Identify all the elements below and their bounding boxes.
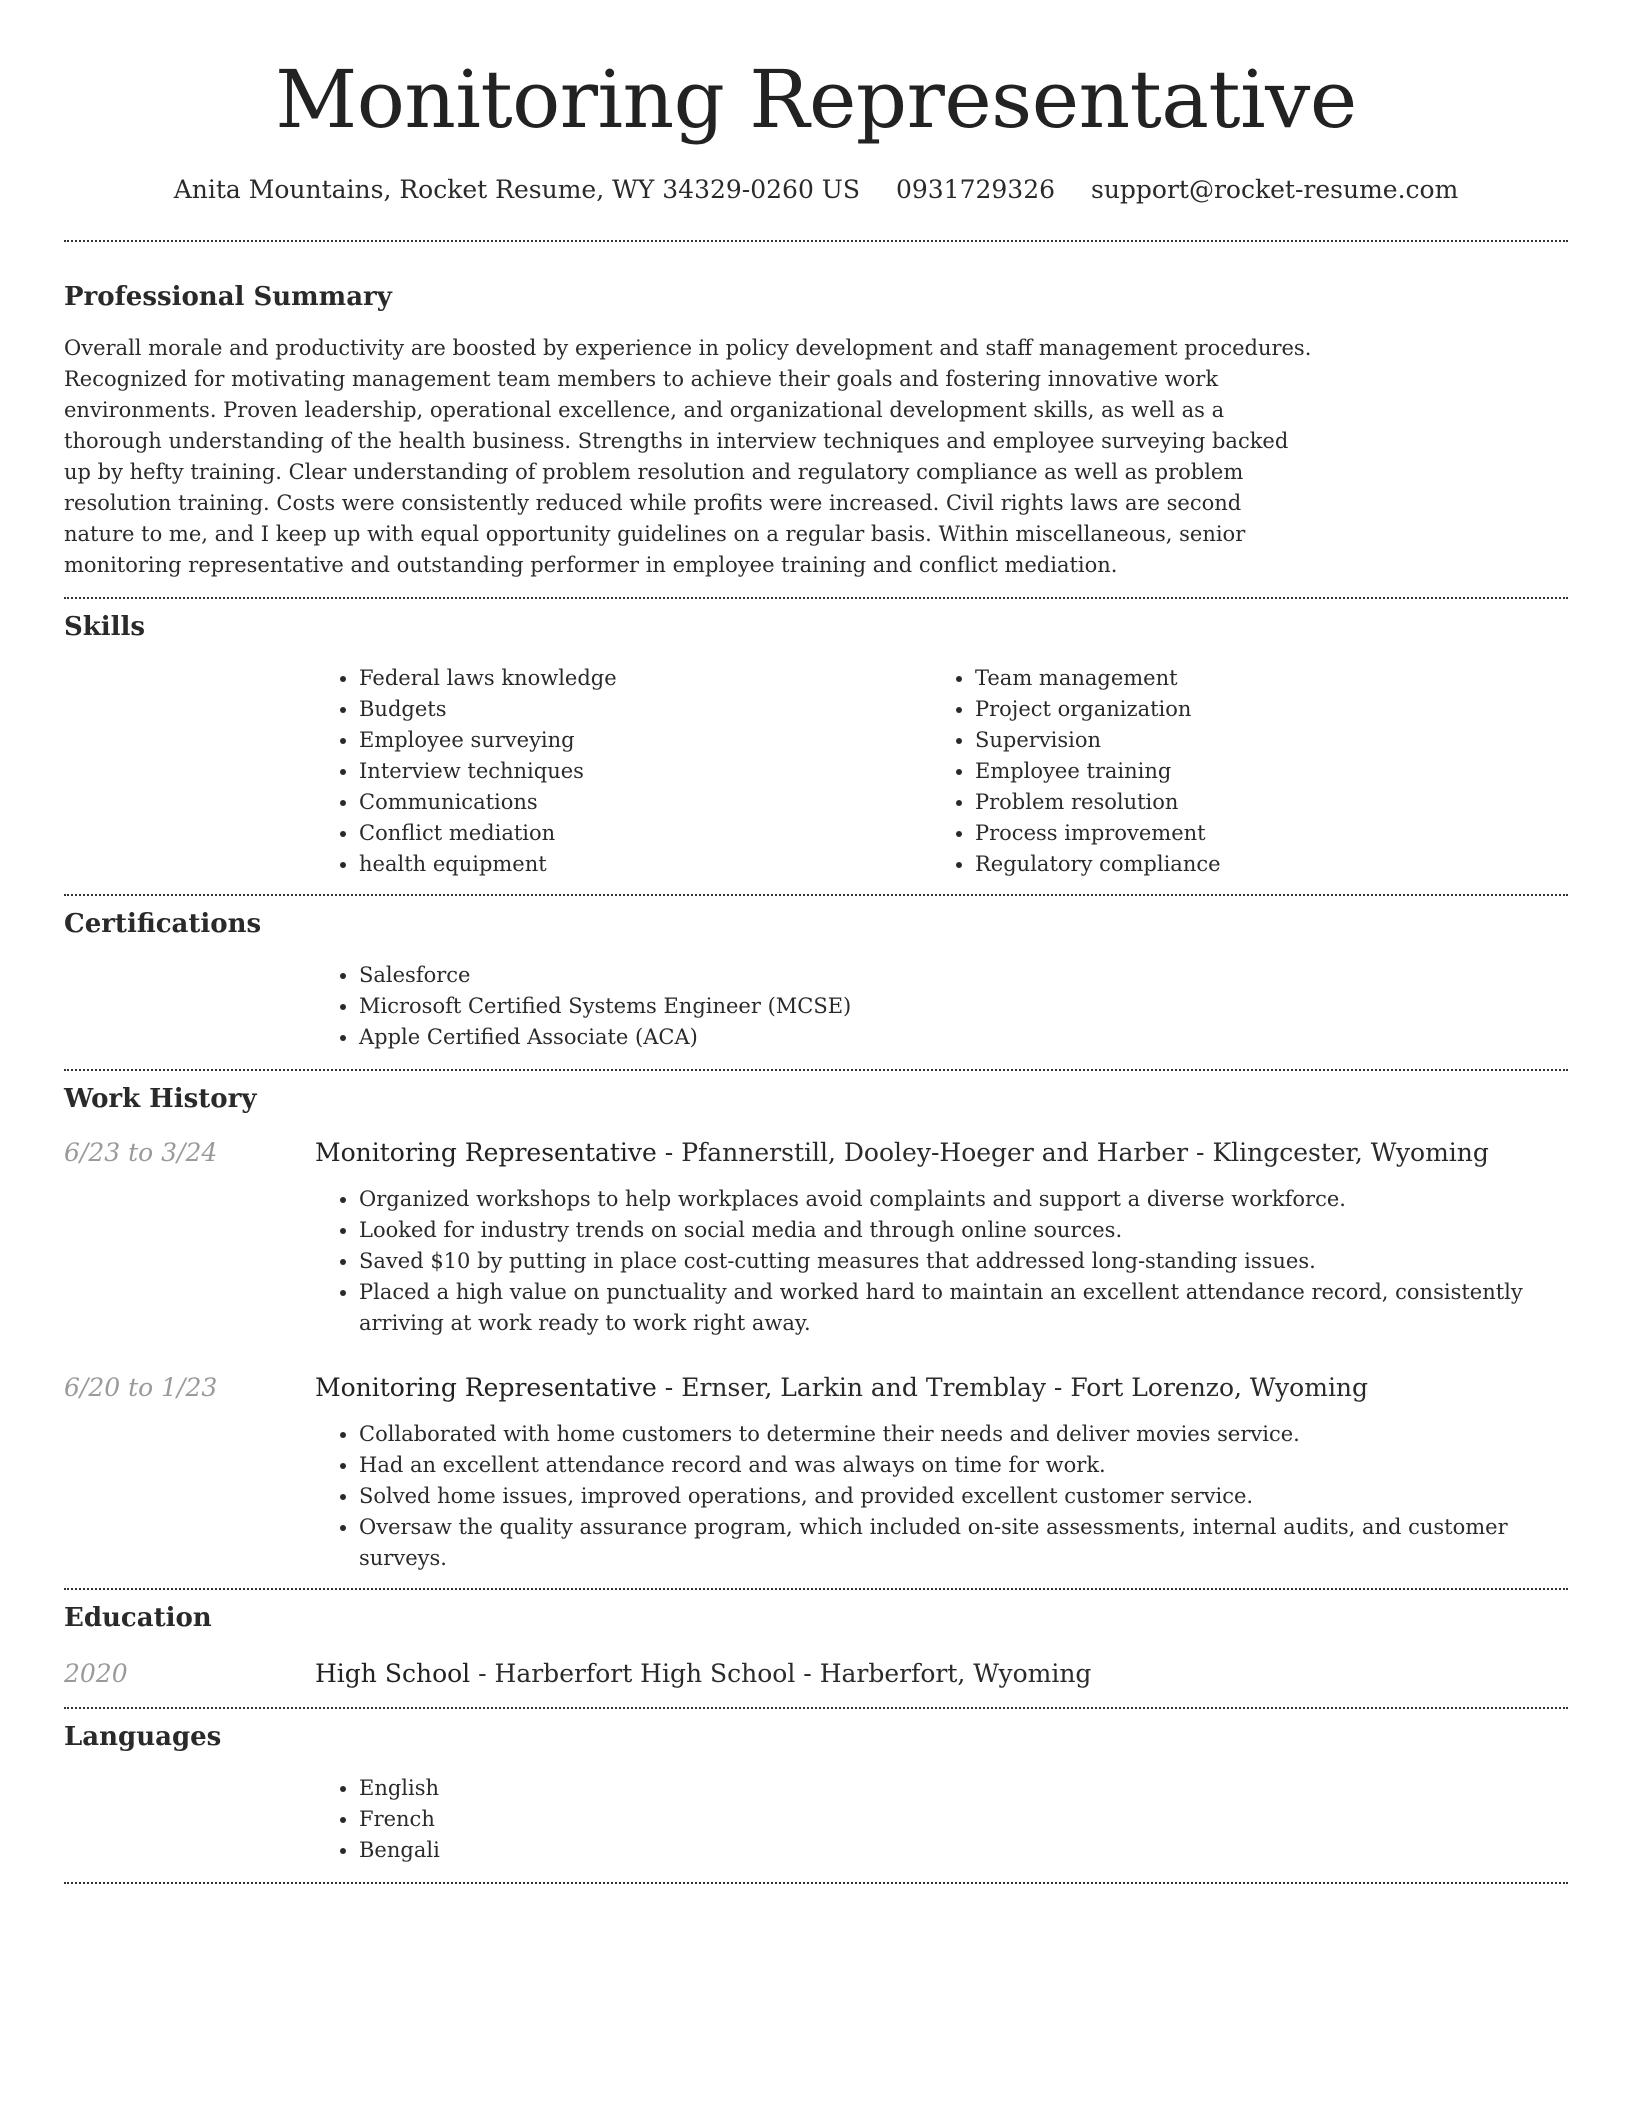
skill-item: • Conflict mediation [359, 818, 931, 849]
job-entry [64, 1371, 1568, 1574]
skill-item: • health equipment [359, 849, 931, 880]
education-school: - Harberfort High School - Harberfort, Wyoming [470, 1659, 1092, 1688]
job-bullet: • Placed a high value on punctuality and worked hard to maintain an excellent attendance record, consistently arriving at work ready to work right away. [359, 1277, 1568, 1339]
job-bullet: • Oversaw the quality assurance program, which included on-site assessments, internal audits, and customer surveys. [359, 1512, 1568, 1574]
education-year: 2020 [64, 1659, 128, 1688]
job-bullet: • Had an excellent attendance record and was always on time for work. [359, 1450, 1568, 1481]
summary-section [64, 280, 1568, 581]
certification-item: • Microsoft Certified Systems Engineer (MCSE) [359, 991, 1568, 1022]
contact-phone: 0931729326 [895, 175, 1056, 204]
job-bullet: • Collaborated with home customers to determine their needs and deliver movies service. [359, 1419, 1568, 1450]
contact-line [64, 174, 1568, 206]
skill-item: • Budgets [359, 694, 931, 725]
section-divider [64, 240, 1568, 242]
skill-item: • Communications [359, 787, 931, 818]
job-employer: - Pfannerstill, Dooley-Hoeger and Harber - Klingcester, Wyoming [656, 1138, 1489, 1167]
job-title [315, 1371, 1368, 1405]
skill-item: • Process improvement [975, 818, 1547, 849]
job-role: Monitoring Representative [315, 1373, 657, 1402]
education-heading: Education [64, 1603, 212, 1633]
certifications-heading: Certifications [64, 909, 262, 939]
skill-item: • Problem resolution [975, 787, 1547, 818]
skills-list-left [315, 663, 931, 880]
certifications-list [315, 960, 1568, 1053]
contact-email: support@rocket-resume.com [1090, 175, 1459, 204]
resume-page [64, 0, 1568, 1884]
education-section [64, 1601, 1568, 1691]
skill-item: • Supervision [975, 725, 1547, 756]
skill-item: • Employee surveying [359, 725, 931, 756]
skills-columns [315, 663, 1568, 880]
skill-item: • Employee training [975, 756, 1547, 787]
job-bullet: • Looked for industry trends on social media and through online sources. [359, 1215, 1568, 1246]
job-bullet: • Organized workshops to help workplaces avoid complaints and support a diverse workforce. [359, 1184, 1568, 1215]
job-bullets [315, 1419, 1568, 1574]
certification-item: • Apple Certified Associate (ACA) [359, 1022, 1568, 1053]
job-entry [64, 1136, 1568, 1339]
language-item: • French [359, 1804, 1568, 1835]
section-divider [64, 1882, 1568, 1884]
job-bullets [315, 1184, 1568, 1339]
section-divider [64, 597, 1568, 599]
job-role: Monitoring Representative [315, 1138, 657, 1167]
languages-section [64, 1720, 1568, 1866]
job-bullet: • Saved $10 by putting in place cost-cutting measures that addressed long-standing issues. [359, 1246, 1568, 1277]
skill-item: • Project organization [975, 694, 1547, 725]
job-title [315, 1136, 1489, 1170]
section-divider [64, 1588, 1568, 1590]
language-item: • Bengali [359, 1835, 1568, 1866]
job-header [64, 1371, 1568, 1405]
work-history-section [64, 1082, 1568, 1574]
section-divider [64, 1069, 1568, 1071]
languages-heading: Languages [64, 1722, 222, 1752]
skill-item: • Regulatory compliance [975, 849, 1547, 880]
job-header [64, 1136, 1568, 1170]
skill-item: • Team management [975, 663, 1547, 694]
languages-list [315, 1773, 1568, 1866]
language-item: • English [359, 1773, 1568, 1804]
section-divider [64, 1707, 1568, 1709]
certifications-section [64, 907, 1568, 1053]
job-bullet: • Solved home issues, improved operations, and provided excellent customer service. [359, 1481, 1568, 1512]
skills-list-right [931, 663, 1547, 880]
job-employer: - Ernser, Larkin and Tremblay - Fort Lorenzo, Wyoming [656, 1373, 1369, 1402]
education-entry [64, 1657, 1568, 1691]
certification-item: • Salesforce [359, 960, 1568, 991]
contact-address: Anita Mountains, Rocket Resume, WY 34329-0260 US [173, 175, 861, 204]
section-divider [64, 894, 1568, 896]
work-history-heading: Work History [64, 1084, 257, 1114]
skill-item: • Interview techniques [359, 756, 931, 787]
skills-heading: Skills [64, 612, 146, 642]
resume-title: Monitoring Representative [275, 53, 1357, 146]
education-degree: High School [315, 1659, 471, 1688]
job-dates: 6/23 to 3/24 [64, 1138, 218, 1167]
education-title [315, 1657, 1091, 1691]
skills-section [64, 610, 1568, 880]
skill-item: • Federal laws knowledge [359, 663, 931, 694]
summary-heading: Professional Summary [64, 282, 392, 312]
job-dates: 6/20 to 1/23 [64, 1373, 218, 1402]
summary-text: Overall morale and productivity are boosted by experience in policy development and staff management procedures. Recognized for motivating management team members to achieve their goals and fostering innovative work environments. Proven leadership, operational excellence, and organizational development skills, as well as a thorough understanding of the health business. Strengths in interview techniques and employee surveying backed up by hefty training. Clear understanding of problem resolution and regulatory compliance as well as problem resolution training. Costs were consistently reduced while profits were increased. Civil rights laws are second nature to me, and I keep up with equal opportunity guidelines on a regular basis. Within miscellaneous, senior monitoring representative and outstanding performer in employee training and conflict mediation. [64, 336, 1312, 577]
